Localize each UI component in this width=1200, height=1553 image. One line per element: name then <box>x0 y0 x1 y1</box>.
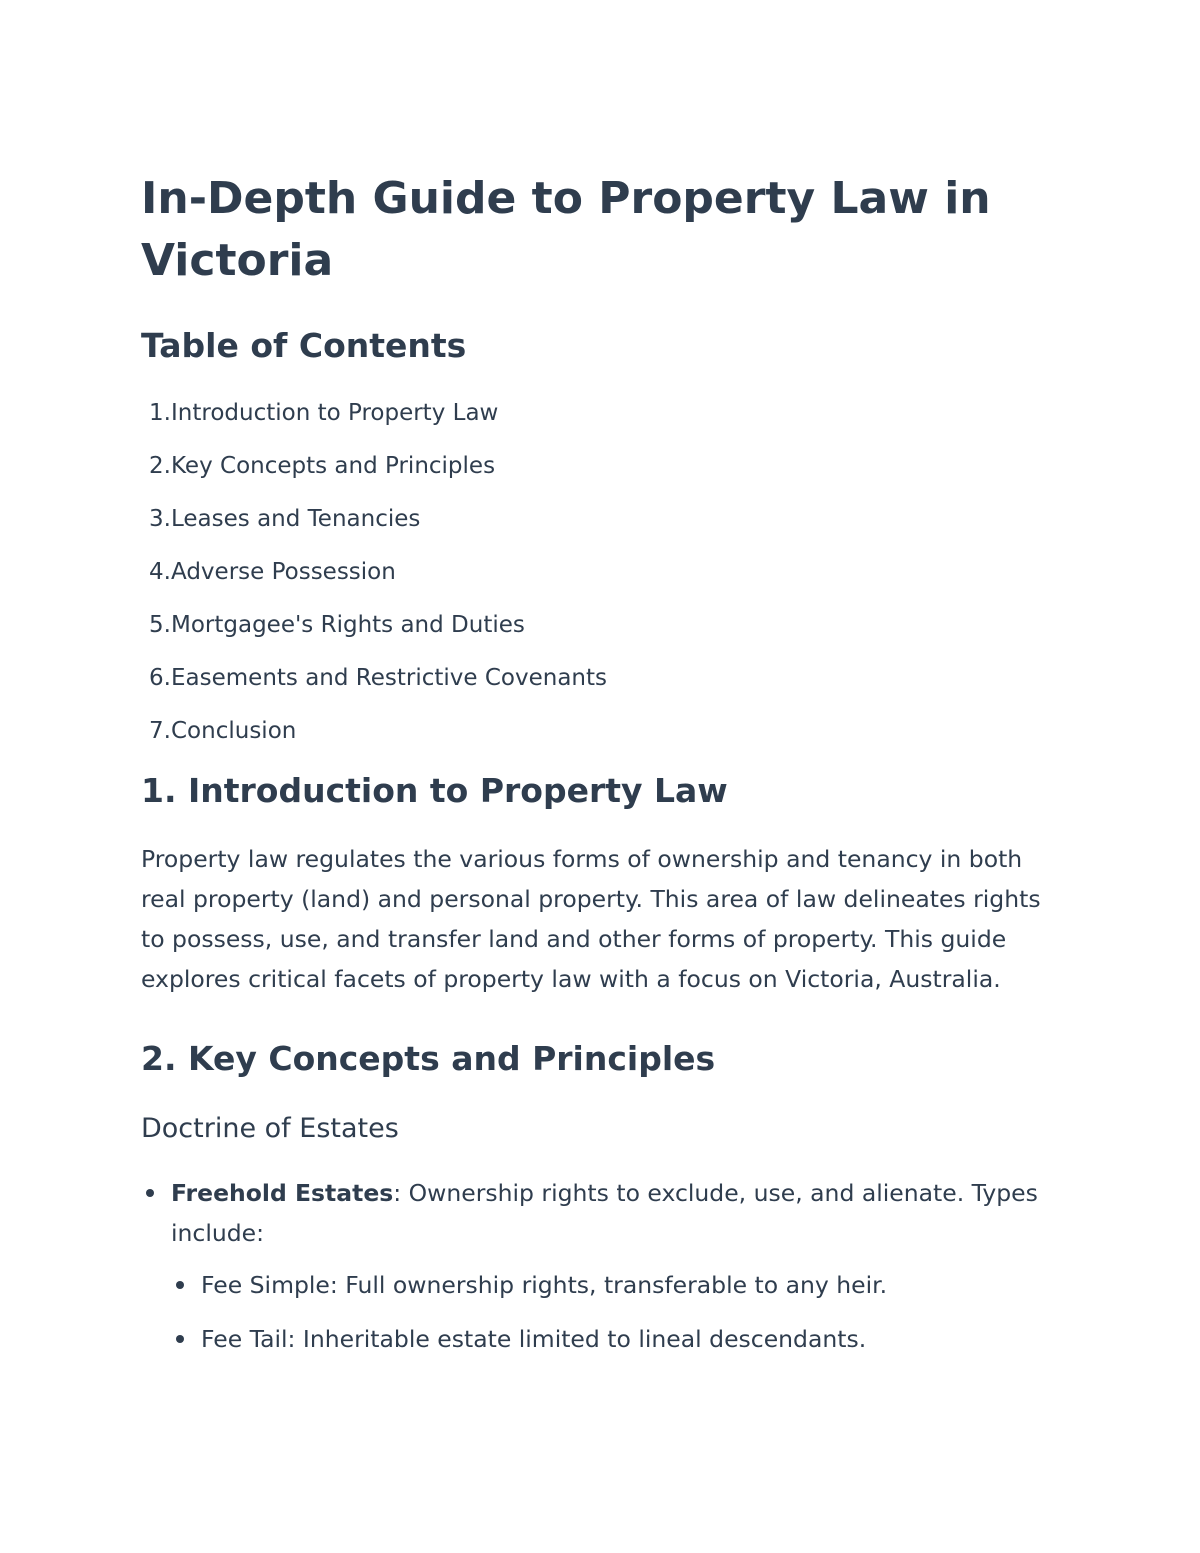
toc-item-label: Introduction to Property Law <box>171 400 499 426</box>
toc-item-number: 2. <box>149 453 171 479</box>
toc-item-number: 6. <box>149 665 171 691</box>
toc-item-easements[interactable] <box>141 663 1060 693</box>
toc-item-adverse-possession[interactable] <box>141 557 1060 587</box>
toc-item-number: 7. <box>149 718 171 744</box>
toc-item-conclusion[interactable] <box>141 716 1060 746</box>
toc-item-number: 5. <box>149 612 171 638</box>
toc-item-label: Leases and Tenancies <box>171 506 421 532</box>
list-item-fee-simple: Fee Simple: Full ownership rights, transferable to any heir. <box>171 1265 1060 1305</box>
introduction-paragraph: Property law regulates the various forms of ownership and tenancy in both real property (land) and personal property. This area of law delineates rights to possess, use, and transfer land and other forms of property. This guide explores critical facets of property law with a focus on Victoria, Australia. <box>141 845 1041 993</box>
section-heading-introduction: 1. Introduction to Property Law <box>141 771 728 810</box>
toc-item-number: 3. <box>149 506 171 532</box>
table-of-contents <box>141 398 1060 746</box>
estates-list <box>141 1173 1060 1359</box>
toc-item-label: Mortgagee's Rights and Duties <box>171 612 525 638</box>
toc-item-label: Conclusion <box>171 718 297 744</box>
toc-item-key-concepts[interactable] <box>141 451 1060 481</box>
list-item-freehold-estates <box>141 1173 1060 1359</box>
document-title: In-Depth Guide to Property Law in Victoria <box>141 173 991 286</box>
toc-item-number: 1. <box>149 400 171 426</box>
toc-item-mortgagee[interactable] <box>141 610 1060 640</box>
toc-item-number: 4. <box>149 559 171 585</box>
toc-heading: Table of Contents <box>141 326 467 365</box>
list-item-fee-tail: Fee Tail: Inheritable estate limited to lineal descendants. <box>171 1319 1060 1359</box>
freehold-estates-description: : Ownership rights to exclude, use, and alienate. Types include: <box>171 1179 1038 1247</box>
freehold-estates-term: Freehold Estates <box>171 1179 394 1207</box>
toc-item-label: Key Concepts and Principles <box>171 453 496 479</box>
subsection-heading-doctrine-of-estates: Doctrine of Estates <box>141 1113 399 1144</box>
toc-item-introduction[interactable] <box>141 398 1060 428</box>
toc-item-label: Adverse Possession <box>171 559 396 585</box>
toc-item-label: Easements and Restrictive Covenants <box>171 665 608 691</box>
freehold-types-list <box>171 1265 1060 1359</box>
section-heading-key-concepts: 2. Key Concepts and Principles <box>141 1039 716 1078</box>
toc-item-leases[interactable] <box>141 504 1060 534</box>
